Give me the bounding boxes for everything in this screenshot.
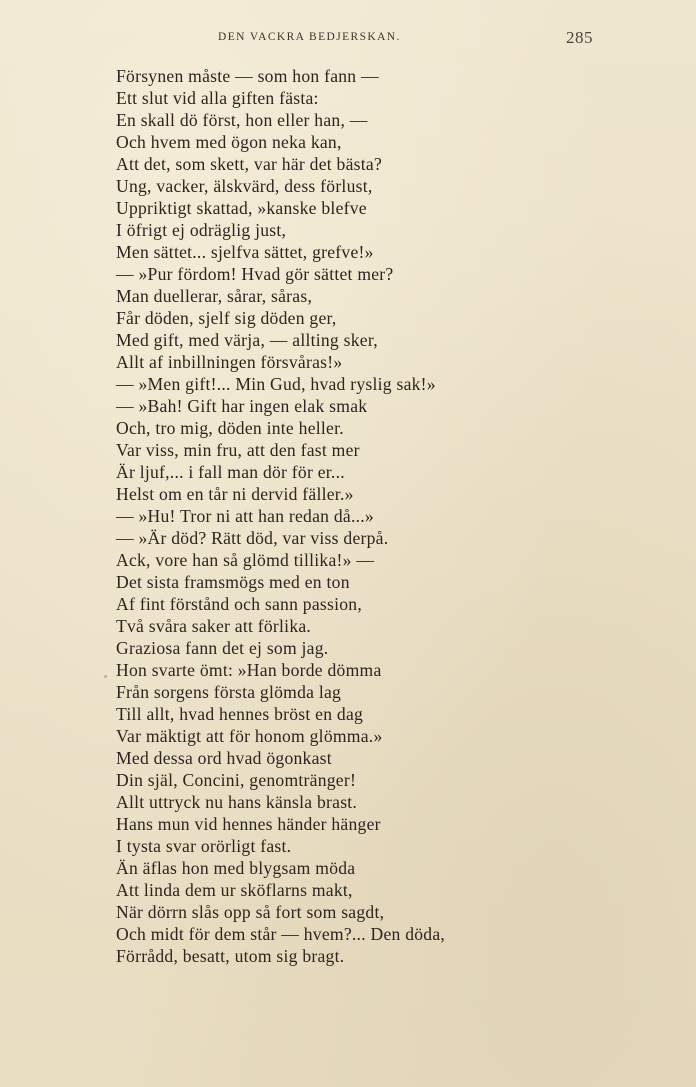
- verse-line: Ack, vore han så glömd tillika!» —: [116, 550, 375, 570]
- verse-line: Förrådd, besatt, utom sig bragt.: [116, 946, 345, 966]
- verse-line: Ett slut vid alla giften fästa:: [116, 88, 319, 108]
- verse-line: Allt af inbillningen försvåras!»: [116, 352, 343, 372]
- verse-line: Och, tro mig, döden inte heller.: [116, 418, 344, 438]
- verse-line: Var viss, min fru, att den fast mer: [116, 440, 360, 460]
- verse-line: Till allt, hvad hennes bröst en dag: [116, 704, 364, 724]
- verse-line: Och hvem med ögon neka kan,: [116, 132, 342, 152]
- verse-line: Hans mun vid hennes händer hänger: [116, 814, 381, 834]
- running-title: DEN VACKRA BEDJERSKAN.: [218, 31, 401, 43]
- verse-line: Helst om en tår ni dervid fäller.»: [116, 484, 354, 504]
- verse-line: Uppriktigt skattad, »kanske blefve: [116, 198, 367, 218]
- verse-line: Två svåra saker att förlika.: [116, 616, 312, 636]
- poem-text: [116, 65, 676, 967]
- verse-line: Att linda dem ur sköflarns makt,: [116, 880, 353, 900]
- verse-line: Ung, vacker, älskvärd, dess förlust,: [116, 176, 373, 196]
- verse-line: Med gift, med värja, — allting sker,: [116, 330, 378, 350]
- verse-line: Att det, som skett, var här det bästa?: [116, 154, 383, 174]
- verse-line: — »Är död? Rätt död, var viss derpå.: [116, 528, 389, 548]
- verse-line: Med dessa ord hvad ögonkast: [116, 748, 332, 768]
- verse-line: Är ljuf,... i fall man dör för er...: [116, 462, 345, 482]
- verse-line: En skall dö först, hon eller han, —: [116, 110, 368, 130]
- verse-line: Din själ, Concini, genomtränger!: [116, 770, 357, 790]
- verse-line: Och midt för dem står — hvem?... Den döda,: [116, 924, 446, 944]
- verse-line: Försynen måste — som hon fann —: [116, 66, 379, 86]
- verse-line: Får döden, sjelf sig döden ger,: [116, 308, 337, 328]
- verse-line: Från sorgens första glömda lag: [116, 682, 342, 702]
- verse-line: Man duellerar, sårar, såras,: [116, 286, 313, 306]
- verse-line: — »Pur fördom! Hvad gör sättet mer?: [116, 264, 394, 284]
- verse-line: — »Hu! Tror ni att han redan då...»: [116, 506, 374, 526]
- verse-line: I öfrigt ej odräglig just,: [116, 220, 287, 240]
- verse-line: — »Bah! Gift har ingen elak smak: [116, 396, 368, 416]
- verse-line: När dörrn slås opp så fort som sagdt,: [116, 902, 385, 922]
- paper-speck: [104, 675, 107, 678]
- page-number: 285: [566, 28, 593, 47]
- verse-line: Allt uttryck nu hans känsla brast.: [116, 792, 358, 812]
- verse-line: Än äflas hon med blygsam möda: [116, 858, 356, 878]
- running-head: [0, 28, 696, 51]
- verse-line: Hon svarte ömt: »Han borde dömma: [116, 660, 382, 680]
- verse-line: Graziosa fann det ej som jag.: [116, 638, 329, 658]
- verse-line: — »Men gift!... Min Gud, hvad ryslig sak!»: [116, 374, 436, 394]
- paper-speck: [118, 851, 120, 853]
- verse-line: I tysta svar orörligt fast.: [116, 836, 292, 856]
- verse-line: Men sättet... sjelfva sättet, grefve!»: [116, 242, 374, 262]
- verse-line: Det sista framsmögs med en ton: [116, 572, 350, 592]
- verse-line: Af fint förstånd och sann passion,: [116, 594, 362, 614]
- verse-line: Var mäktigt att för honom glömma.»: [116, 726, 383, 746]
